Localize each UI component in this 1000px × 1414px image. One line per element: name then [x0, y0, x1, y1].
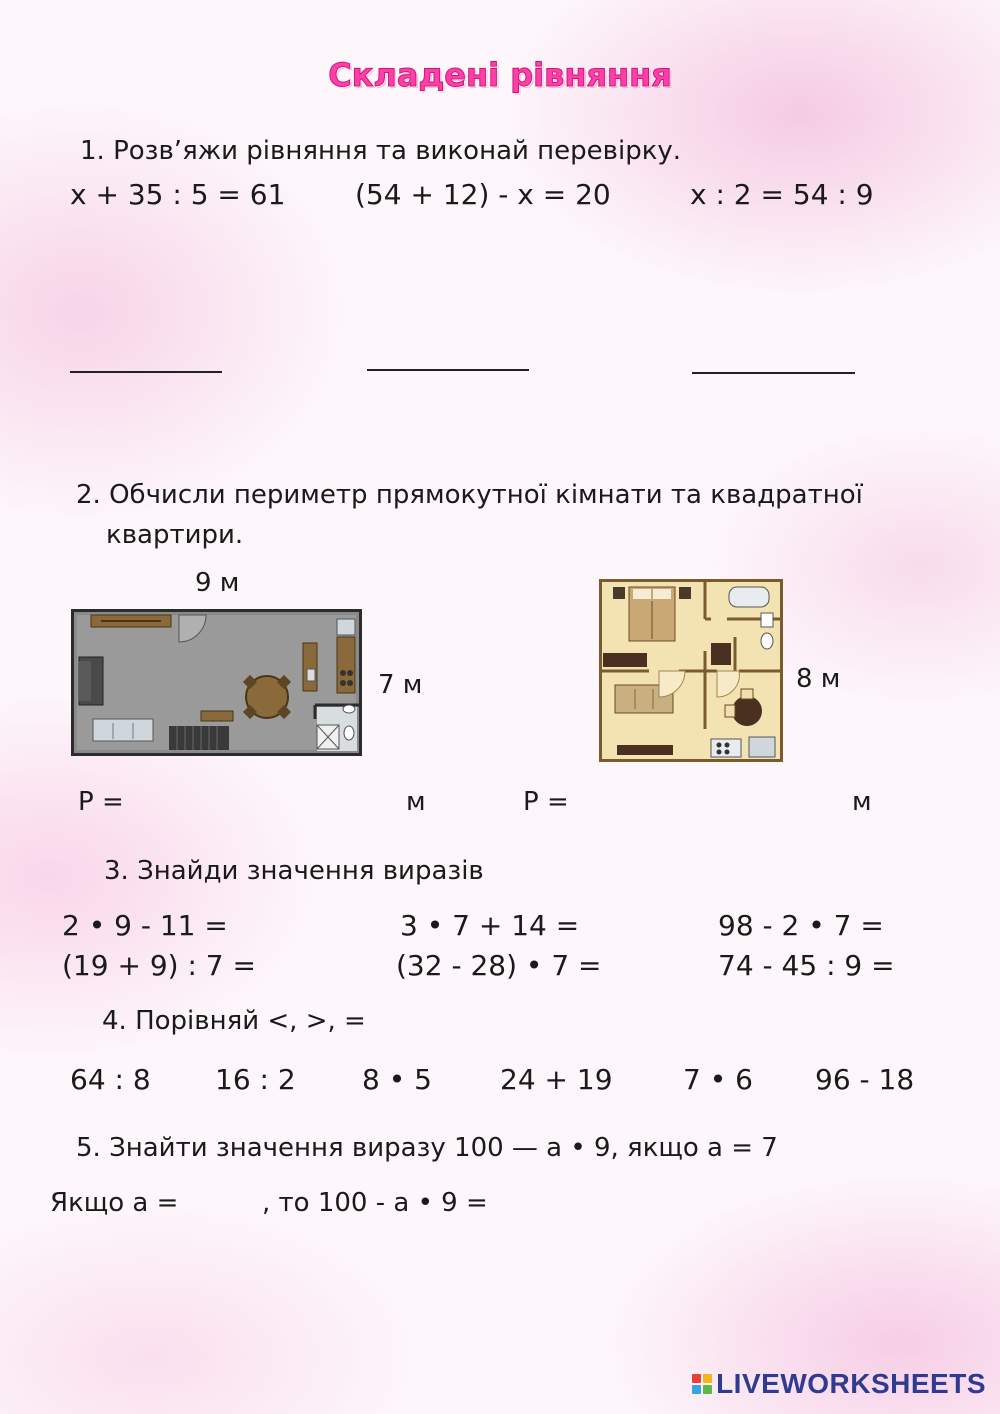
task4-item-4: 24 + 19 — [500, 1063, 613, 1096]
task4-item-5: 7 • 6 — [683, 1063, 753, 1096]
task3-expr-2-1: (19 + 9) : 7 = — [62, 949, 256, 982]
task4-item-2: 16 : 2 — [215, 1063, 296, 1096]
task5-heading: 5. Знайти значення виразу 100 — а • 9, якщо а = 7 — [76, 1133, 778, 1163]
room-perimeter-unit: м — [406, 787, 426, 817]
apartment-floor-plan — [599, 579, 783, 762]
task1-answer-line-2[interactable] — [367, 369, 529, 371]
task3-expr-1-3: 98 - 2 • 7 = — [718, 909, 884, 942]
task3-expr-1-2: 3 • 7 + 14 = — [400, 909, 580, 942]
brand-logo[interactable] — [692, 1368, 986, 1400]
brand-grid-icon — [692, 1374, 712, 1394]
task1-answer-line-1[interactable] — [70, 371, 222, 373]
task4-item-3: 8 • 5 — [362, 1063, 432, 1096]
task3-expr-1-1: 2 • 9 - 11 = — [62, 909, 228, 942]
page-title: Складені рівняння — [328, 56, 672, 94]
room-height-label: 7 м — [378, 670, 423, 700]
room-perimeter-label: P = — [78, 787, 124, 817]
task2-heading-line1: 2. Обчисли периметр прямокутної кімнати та квадратної — [76, 480, 863, 510]
task2-heading-line2: квартири. — [106, 520, 244, 550]
task5-answer-suffix: , то 100 - а • 9 = — [262, 1188, 488, 1218]
task1-equation-1: x + 35 : 5 = 61 — [70, 178, 286, 211]
task4-item-1: 64 : 8 — [70, 1063, 151, 1096]
task1-equation-3: x : 2 = 54 : 9 — [690, 178, 874, 211]
task1-answer-line-3[interactable] — [692, 372, 855, 374]
flat-side-label: 8 м — [796, 664, 841, 694]
flat-perimeter-label: P = — [523, 787, 569, 817]
brand-text: LIVEWORKSHEETS — [716, 1368, 986, 1399]
task3-expr-2-3: 74 - 45 : 9 = — [718, 949, 895, 982]
task3-expr-2-2: (32 - 28) • 7 = — [396, 949, 602, 982]
room-floor-plan — [71, 609, 362, 756]
task3-heading: 3. Знайди значення виразів — [104, 856, 484, 886]
task1-equation-2: (54 + 12) - x = 20 — [355, 178, 611, 211]
task4-heading: 4. Порівняй <, >, = — [102, 1006, 366, 1036]
room-width-label: 9 м — [195, 568, 240, 598]
task1-heading: 1. Розв’яжи рівняння та виконай перевірку. — [80, 136, 682, 166]
task4-item-6: 96 - 18 — [815, 1063, 915, 1096]
flat-perimeter-unit: м — [852, 787, 872, 817]
task5-answer-prefix: Якщо а = — [50, 1188, 179, 1218]
